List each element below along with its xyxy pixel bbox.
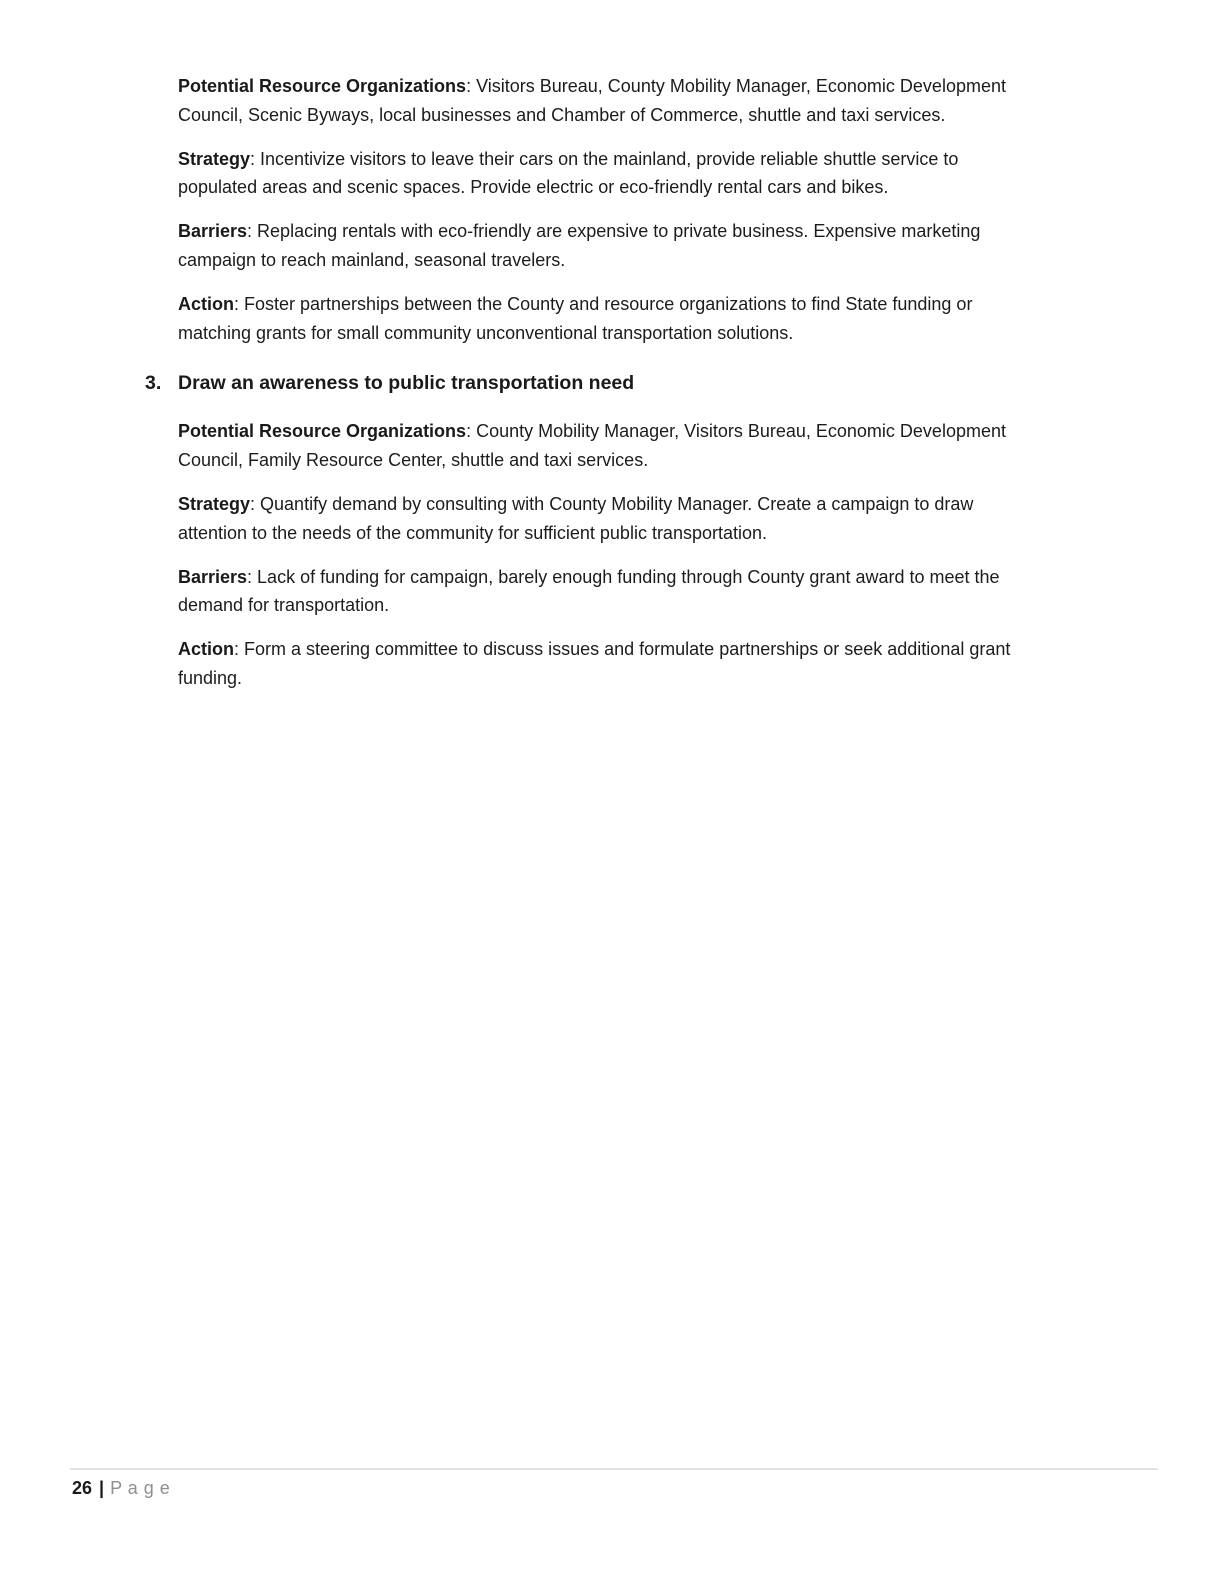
paragraph-text-line1: : County Mobility Manager, Visitors Bureau, Economic Development bbox=[466, 421, 1006, 442]
heading-number: 3. bbox=[145, 371, 162, 394]
paragraph bbox=[178, 635, 1158, 692]
paragraph-text-line2: campaign to reach mainland, seasonal travelers. bbox=[178, 250, 566, 271]
paragraph-text-line2: Council, Scenic Byways, local businesses and Chamber of Commerce, shuttle and taxi services. bbox=[178, 104, 946, 125]
paragraph-text-line2: matching grants for small community unconventional transportation solutions. bbox=[178, 322, 794, 343]
paragraph bbox=[178, 217, 1158, 274]
paragraph-text-line2: populated areas and scenic spaces. Provide electric or eco-friendly rental cars and bikes. bbox=[178, 177, 889, 198]
numbered-heading bbox=[145, 369, 1158, 398]
paragraph bbox=[178, 145, 1158, 202]
paragraph-text-line1: : Lack of funding for campaign, barely enough funding through County grant award to meet the bbox=[247, 566, 1000, 587]
paragraph-text-line1: : Quantify demand by consulting with County Mobility Manager. Create a campaign to draw bbox=[250, 493, 974, 514]
paragraph-text-line1: : Form a steering committee to discuss issues and formulate partnerships or seek additional grant bbox=[234, 639, 1011, 660]
footer-divider bbox=[70, 1468, 1158, 1470]
paragraph bbox=[178, 563, 1158, 620]
paragraph bbox=[178, 72, 1158, 129]
paragraph-text-line2: funding. bbox=[178, 668, 243, 689]
paragraph-text-line2: Council, Family Resource Center, shuttle and taxi services. bbox=[178, 449, 649, 470]
paragraph-text-line2: demand for transportation. bbox=[178, 595, 390, 616]
paragraph-lead: Potential Resource Organizations bbox=[178, 76, 467, 96]
paragraph-lead: Action bbox=[178, 639, 234, 660]
heading-text: Draw an awareness to public transportation need bbox=[178, 371, 635, 394]
paragraph bbox=[178, 417, 1158, 474]
page-body-text bbox=[145, 72, 1158, 708]
paragraph-lead: Barriers bbox=[178, 566, 248, 587]
paragraph-text-line1: : Visitors Bureau, County Mobility Manager, Economic Development bbox=[466, 76, 1006, 96]
paragraph-text-line1: : Foster partnerships between the County and resource organizations to find State funding or bbox=[234, 294, 973, 315]
paragraph-text-line1: : Incentivize visitors to leave their cars on the mainland, provide reliable shuttle service to bbox=[250, 148, 959, 169]
paragraph bbox=[178, 290, 1158, 347]
footer-page-number: 26 bbox=[72, 1478, 93, 1498]
paragraph bbox=[178, 490, 1158, 547]
paragraph-text-line2: attention to the needs of the community for sufficient public transportation. bbox=[178, 522, 768, 543]
paragraph-lead: Action bbox=[178, 294, 234, 315]
paragraph-lead: Strategy bbox=[178, 148, 251, 169]
paragraph-lead: Barriers bbox=[178, 221, 248, 242]
paragraph-lead: Potential Resource Organizations bbox=[178, 421, 467, 442]
paragraph-text-line1: : Replacing rentals with eco-friendly are expensive to private business. Expensive marketing bbox=[247, 221, 981, 242]
paragraph-lead: Strategy bbox=[178, 493, 251, 514]
footer-separator: | bbox=[99, 1478, 105, 1498]
footer-page-label: P a g e bbox=[110, 1478, 171, 1498]
page-footer bbox=[72, 1477, 170, 1499]
